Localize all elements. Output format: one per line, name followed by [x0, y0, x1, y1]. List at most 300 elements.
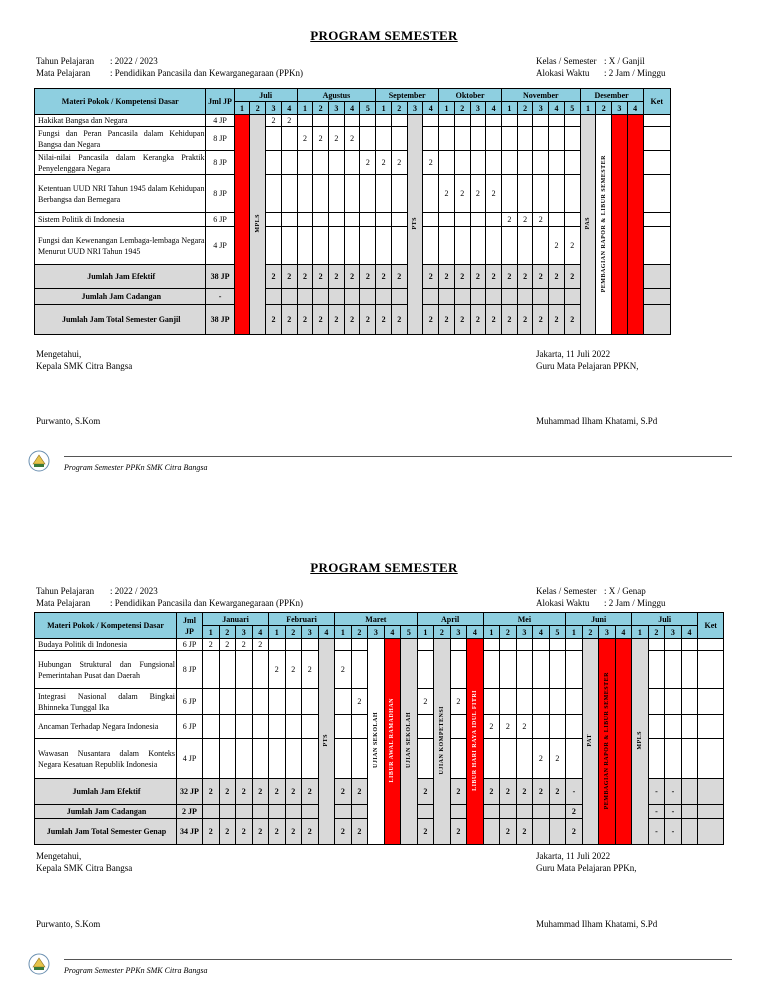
page-title: PROGRAM SEMESTER [310, 28, 458, 43]
header-week: 2 [250, 102, 266, 115]
week-cell: 2 [483, 779, 500, 805]
meta-key: Kelas / Semester [536, 56, 597, 66]
week-cell: 2 [351, 819, 368, 845]
week-cell [344, 151, 360, 175]
table-row [35, 115, 671, 127]
week-cell: 2 [281, 265, 297, 289]
week-cell [269, 739, 286, 779]
week-cell [681, 779, 698, 805]
week-cell [417, 651, 434, 689]
header-week: 4 [344, 102, 360, 115]
sign-line: Jakarta, 11 Juli 2022 [536, 851, 611, 861]
pat-column-label: PAT [587, 734, 594, 747]
week-cell: - [648, 805, 665, 819]
week-cell: 2 [203, 639, 220, 651]
week-cell: 2 [269, 779, 286, 805]
holiday-column [612, 115, 628, 335]
week-cell [681, 689, 698, 715]
week-cell [533, 689, 550, 715]
week-cell: 2 [417, 689, 434, 715]
header-ket: Ket [698, 613, 724, 639]
week-cell [335, 805, 352, 819]
week-cell: 2 [450, 689, 467, 715]
row-ket [643, 115, 670, 127]
holiday-column [627, 115, 643, 335]
week-cell [470, 213, 486, 227]
week-cell [219, 805, 236, 819]
week-cell [297, 175, 313, 213]
week-cell [391, 127, 407, 151]
mpls-column-label: MPLS [254, 214, 261, 233]
header-week: 1 [566, 626, 583, 639]
week-cell [564, 289, 580, 305]
week-cell [665, 715, 682, 739]
week-cell [533, 805, 550, 819]
week-cell [533, 639, 550, 651]
row-ket [698, 651, 724, 689]
signer-name-left: Purwanto, S.Kom [36, 416, 101, 426]
summary-label: Jumlah Jam Total Semester Genap [35, 819, 177, 845]
week-cell [566, 715, 583, 739]
week-cell: 2 [502, 213, 518, 227]
header-week: 2 [391, 102, 407, 115]
week-cell [502, 115, 518, 127]
week-cell [335, 639, 352, 651]
week-cell [344, 289, 360, 305]
mpls-column [250, 115, 266, 335]
summary-label: Jumlah Jam Cadangan [35, 289, 206, 305]
week-cell: 2 [391, 151, 407, 175]
header-week: 4 [681, 626, 698, 639]
week-cell [517, 227, 533, 265]
header-week: 3 [407, 102, 423, 115]
week-cell: 2 [329, 127, 345, 151]
week-cell [486, 227, 502, 265]
header-week: 5 [401, 626, 418, 639]
meta-right [536, 55, 666, 79]
week-cell [360, 127, 376, 151]
pts-column-label: PTS [323, 734, 330, 747]
week-cell [439, 115, 455, 127]
week-cell [486, 289, 502, 305]
rapor-column [599, 639, 616, 845]
week-cell [236, 651, 253, 689]
week-cell: 2 [564, 265, 580, 289]
summary-row [35, 265, 671, 289]
week-cell [564, 151, 580, 175]
header-week: 1 [632, 626, 649, 639]
week-cell [454, 151, 470, 175]
week-cell [302, 689, 319, 715]
row-materi: Nilai-nilai Pancasila dalam Kerangka Praktik Penyelenggara Negara [35, 151, 206, 175]
week-cell [533, 227, 549, 265]
week-cell: 2 [269, 819, 286, 845]
header-month: Juli [632, 613, 698, 626]
week-cell [281, 175, 297, 213]
pts-column [318, 639, 335, 845]
row-ket [643, 151, 670, 175]
week-cell [360, 289, 376, 305]
us-column-label: UJIAN SEKOLAH [372, 712, 379, 769]
week-cell [549, 689, 566, 715]
row-ket [698, 715, 724, 739]
week-cell [203, 805, 220, 819]
week-cell [564, 213, 580, 227]
header-week: 5 [360, 102, 376, 115]
week-cell [533, 651, 550, 689]
week-cell [665, 689, 682, 715]
summary-jp: 32 JP [177, 779, 203, 805]
summary-jp: 2 JP [177, 805, 203, 819]
sign-left [36, 850, 132, 874]
week-cell: 2 [285, 779, 302, 805]
summary-row [35, 305, 671, 335]
week-cell [470, 115, 486, 127]
week-cell [470, 227, 486, 265]
meta-value: : 2 Jam / Minggu [604, 598, 666, 608]
week-cell: 2 [533, 739, 550, 779]
week-cell: 2 [219, 779, 236, 805]
week-cell [281, 213, 297, 227]
rapor-column-label: PEMBAGIAN RAPOR & LIBUR SEMESTER [603, 671, 610, 810]
meta-key: Alokasi Waktu [536, 598, 590, 608]
meta-key: Tahun Pelajaran [36, 586, 95, 596]
week-cell [269, 689, 286, 715]
week-cell: - [665, 779, 682, 805]
header-week: 4 [615, 626, 632, 639]
week-cell: 2 [454, 305, 470, 335]
header-week: 3 [450, 626, 467, 639]
week-cell: 2 [302, 819, 319, 845]
week-cell: 2 [500, 819, 517, 845]
summary-label: Jumlah Jam Cadangan [35, 805, 177, 819]
week-cell [391, 115, 407, 127]
week-cell [266, 227, 282, 265]
week-cell: 2 [313, 127, 329, 151]
header-week: 5 [564, 102, 580, 115]
week-cell: 2 [344, 127, 360, 151]
header-week: 3 [236, 626, 253, 639]
week-cell [252, 715, 269, 739]
week-cell: 2 [566, 819, 583, 845]
row-jp: 6 JP [177, 715, 203, 739]
week-cell [236, 805, 253, 819]
week-cell [439, 127, 455, 151]
sign-line: Kepala SMK Citra Bangsa [36, 361, 133, 371]
header-week: 1 [580, 102, 596, 115]
header-week: 4 [423, 102, 439, 115]
week-cell [329, 115, 345, 127]
week-cell: 2 [502, 265, 518, 289]
week-cell [681, 739, 698, 779]
week-cell [665, 651, 682, 689]
week-cell [203, 715, 220, 739]
week-cell: 2 [266, 305, 282, 335]
week-cell [360, 115, 376, 127]
school-logo-icon [28, 953, 50, 975]
week-cell [344, 175, 360, 213]
week-cell [423, 175, 439, 213]
week-cell [500, 689, 517, 715]
week-cell [329, 213, 345, 227]
week-cell [439, 151, 455, 175]
week-cell [329, 151, 345, 175]
week-cell: 2 [502, 305, 518, 335]
week-cell [648, 689, 665, 715]
meta-value: : X / Genap [604, 586, 646, 596]
week-cell [351, 739, 368, 779]
week-cell: 2 [297, 127, 313, 151]
table-row [35, 639, 724, 651]
week-cell: 2 [454, 265, 470, 289]
summary-row [35, 289, 671, 305]
week-cell [269, 715, 286, 739]
week-cell [351, 639, 368, 651]
school-logo-icon [28, 450, 50, 472]
week-cell [549, 651, 566, 689]
week-cell: 2 [549, 739, 566, 779]
header-week: 2 [648, 626, 665, 639]
week-cell: 2 [517, 265, 533, 289]
week-cell: 2 [391, 305, 407, 335]
week-cell: 2 [439, 175, 455, 213]
row-jp: 6 JP [206, 213, 234, 227]
week-cell [500, 739, 517, 779]
week-cell: 2 [266, 115, 282, 127]
week-cell [344, 227, 360, 265]
ukk-column-label: UJIAN KOMPETENSI [438, 706, 445, 775]
week-cell [302, 639, 319, 651]
footer-divider [64, 456, 732, 457]
week-cell [423, 213, 439, 227]
week-cell [502, 227, 518, 265]
week-cell: 2 [454, 175, 470, 213]
week-cell: 2 [439, 305, 455, 335]
row-materi: Budaya Politik di Indonesia [35, 639, 177, 651]
table-row [35, 151, 671, 175]
week-cell: 2 [391, 265, 407, 289]
week-cell [281, 151, 297, 175]
week-cell [203, 739, 220, 779]
week-cell [417, 639, 434, 651]
week-cell [313, 151, 329, 175]
week-cell [533, 115, 549, 127]
rapor-column-label: PEMBAGIAN RAPOR & LIBUR SEMESTER [600, 154, 607, 293]
week-cell [376, 115, 392, 127]
table-row [35, 127, 671, 151]
row-jp: 4 JP [206, 227, 234, 265]
week-cell: 2 [470, 265, 486, 289]
week-cell: 2 [297, 305, 313, 335]
header-week: 1 [269, 626, 286, 639]
row-ket [643, 265, 670, 289]
signer-name-right: Muhammad Ilham Khatami, S.Pd [536, 919, 658, 929]
week-cell [376, 175, 392, 213]
header-week: 3 [470, 102, 486, 115]
meta-key: Kelas / Semester [536, 586, 597, 596]
week-cell [681, 805, 698, 819]
week-cell: 2 [516, 819, 533, 845]
header-week: 3 [665, 626, 682, 639]
header-week: 1 [439, 102, 455, 115]
week-cell [423, 115, 439, 127]
week-cell [454, 115, 470, 127]
week-cell [297, 213, 313, 227]
week-cell [549, 127, 565, 151]
week-cell [266, 289, 282, 305]
summary-jp: 38 JP [206, 265, 234, 289]
week-cell [681, 715, 698, 739]
header-month: Desember [580, 89, 643, 102]
row-ket [698, 779, 724, 805]
week-cell: 2 [344, 265, 360, 289]
header-week: 1 [483, 626, 500, 639]
week-cell: 2 [517, 213, 533, 227]
week-cell [439, 227, 455, 265]
week-cell [516, 739, 533, 779]
week-cell [423, 227, 439, 265]
row-ket [643, 227, 670, 265]
week-cell: 2 [500, 715, 517, 739]
week-cell: 2 [360, 151, 376, 175]
row-ket [698, 805, 724, 819]
week-cell [450, 639, 467, 651]
week-cell [483, 689, 500, 715]
row-jp: 6 JP [177, 639, 203, 651]
week-cell [391, 175, 407, 213]
week-cell [486, 213, 502, 227]
week-cell [236, 739, 253, 779]
header-month: September [376, 89, 439, 102]
week-cell [454, 289, 470, 305]
row-ket [643, 127, 670, 151]
header-week: 2 [517, 102, 533, 115]
week-cell [648, 715, 665, 739]
week-cell: 2 [313, 305, 329, 335]
header-week: 2 [434, 626, 451, 639]
week-cell [566, 639, 583, 651]
header-week: 5 [549, 626, 566, 639]
header-week: 4 [252, 626, 269, 639]
week-cell: 2 [252, 779, 269, 805]
header-ket: Ket [643, 89, 670, 115]
meta-value: : Pendidikan Pancasila dan Kewarganegaraan (PPKn) [110, 598, 304, 608]
week-cell [566, 689, 583, 715]
week-cell: 2 [564, 305, 580, 335]
week-cell: 2 [236, 779, 253, 805]
week-cell: 2 [549, 305, 565, 335]
week-cell [417, 715, 434, 739]
week-cell [454, 213, 470, 227]
week-cell [335, 715, 352, 739]
week-cell [648, 651, 665, 689]
meta-left [36, 585, 303, 609]
week-cell [502, 151, 518, 175]
week-cell [516, 805, 533, 819]
week-cell [517, 175, 533, 213]
header-materi: Materi Pokok / Kompetensi Dasar [35, 89, 206, 115]
meta-value: : X / Ganjil [604, 56, 645, 66]
week-cell: 2 [486, 175, 502, 213]
header-week: 3 [302, 626, 319, 639]
week-cell [549, 289, 565, 305]
sign-line: Mengetahui, [36, 851, 82, 861]
week-cell [313, 227, 329, 265]
week-cell [450, 715, 467, 739]
sign-right [536, 348, 638, 372]
week-cell [219, 715, 236, 739]
meta-value: : Pendidikan Pancasila dan Kewarganegaraan (PPKn) [110, 68, 304, 78]
sign-line: Guru Mata Pelajaran PPKn, [536, 863, 637, 873]
header-week: 1 [297, 102, 313, 115]
week-cell: 2 [450, 779, 467, 805]
week-cell: 2 [423, 151, 439, 175]
week-cell [549, 715, 566, 739]
header-week: 3 [329, 102, 345, 115]
week-cell [376, 127, 392, 151]
footer-text: Program Semester PPKn SMK Citra Bangsa [64, 463, 208, 472]
header-week: 1 [502, 102, 518, 115]
header-month: Juni [566, 613, 632, 626]
week-cell [681, 639, 698, 651]
week-cell [483, 819, 500, 845]
week-cell: 2 [360, 265, 376, 289]
row-jp: 8 JP [206, 151, 234, 175]
week-cell [517, 151, 533, 175]
header-week: 2 [454, 102, 470, 115]
week-cell [549, 213, 565, 227]
week-cell [549, 115, 565, 127]
week-cell: 2 [219, 819, 236, 845]
week-cell [533, 175, 549, 213]
week-cell: 2 [285, 819, 302, 845]
meta-key: Mata Pelajaran [36, 68, 91, 78]
week-cell [533, 151, 549, 175]
header-month: April [417, 613, 483, 626]
row-materi: Hubungan Struktural dan Fungsional Pemerintahan Pusat dan Daerah [35, 651, 177, 689]
week-cell [302, 739, 319, 779]
week-cell: 2 [533, 213, 549, 227]
pas-column-label: PAS [584, 217, 591, 230]
week-cell: 2 [335, 779, 352, 805]
week-cell: 2 [297, 265, 313, 289]
table-row [35, 227, 671, 265]
week-cell [502, 127, 518, 151]
week-cell [351, 805, 368, 819]
week-cell: 2 [344, 305, 360, 335]
row-materi: Ketentuan UUD NRI Tahun 1945 dalam Kehidupan Berbangsa dan Bernegara [35, 175, 206, 213]
week-cell [564, 127, 580, 151]
header-month: November [502, 89, 581, 102]
week-cell [517, 115, 533, 127]
table-row [35, 213, 671, 227]
week-cell [344, 115, 360, 127]
week-cell: 2 [500, 779, 517, 805]
summary-jp: 38 JP [206, 305, 234, 335]
schedule-table [34, 612, 724, 845]
week-cell [219, 651, 236, 689]
week-cell [313, 115, 329, 127]
summary-label: Jumlah Jam Total Semester Ganjil [35, 305, 206, 335]
week-cell [454, 127, 470, 151]
header-week: 1 [335, 626, 352, 639]
week-cell [329, 175, 345, 213]
footer-text: Program Semester PPKn SMK Citra Bangsa [64, 966, 208, 975]
week-cell: - [648, 779, 665, 805]
week-cell: 2 [351, 689, 368, 715]
mpls-column [632, 639, 649, 845]
week-cell [423, 127, 439, 151]
